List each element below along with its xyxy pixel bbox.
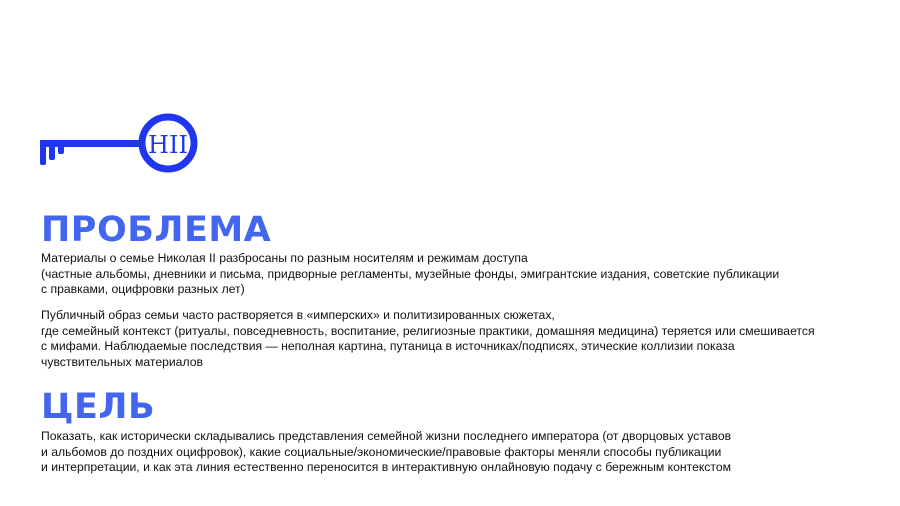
text-line: с мифами. Наблюдаемые последствия — неполная картина, путаница в источниках/подписях, этические коллизии показа	[41, 339, 735, 353]
goal-paragraph	[41, 429, 731, 476]
text-line: где семейный контекст (ритуалы, повседневность, воспитание, религиозные практики, домашняя медицина) теряется или смешивается	[41, 323, 815, 338]
text-line: и альбомов до поздних оцифровок), какие социальные/экономические/правовые факторы меняли способы публикации	[41, 444, 722, 459]
problem-heading: ПРОБЛЕМА	[41, 210, 272, 250]
key-logo-icon	[38, 113, 202, 187]
key-shaft	[40, 140, 142, 147]
text-line: и интерпретации, и как эта линия естественно переносится в интерактивную онлайновую подачу с бережным контекстом	[41, 460, 732, 474]
text-line: Показать, как исторически складывались представления семейной жизни последнего императора (от дворцовых уставов	[41, 429, 732, 443]
key-tooth	[49, 140, 55, 160]
text-line: с правками, оцифровки разных лет)	[41, 282, 245, 296]
problem-paragraph-2	[41, 308, 815, 370]
goal-heading: ЦЕЛЬ	[41, 387, 156, 427]
problem-paragraph-1	[41, 251, 779, 298]
text-line: (частные альбомы, дневники и письма, придворные регламенты, музейные фонды, эмигрантские издания, советские публикации	[41, 266, 780, 281]
text-line: Публичный образ семьи часто растворяется в «имперских» и политизированных сюжетах,	[41, 308, 555, 322]
text-line: чувствительных материалов	[41, 354, 203, 369]
key-tooth	[40, 140, 46, 165]
text-line: Материалы о семье Николая II разбросаны по разным носителям и режимам доступа	[41, 251, 528, 265]
monogram-text: НІІ	[148, 131, 188, 159]
key-tooth	[58, 140, 64, 154]
